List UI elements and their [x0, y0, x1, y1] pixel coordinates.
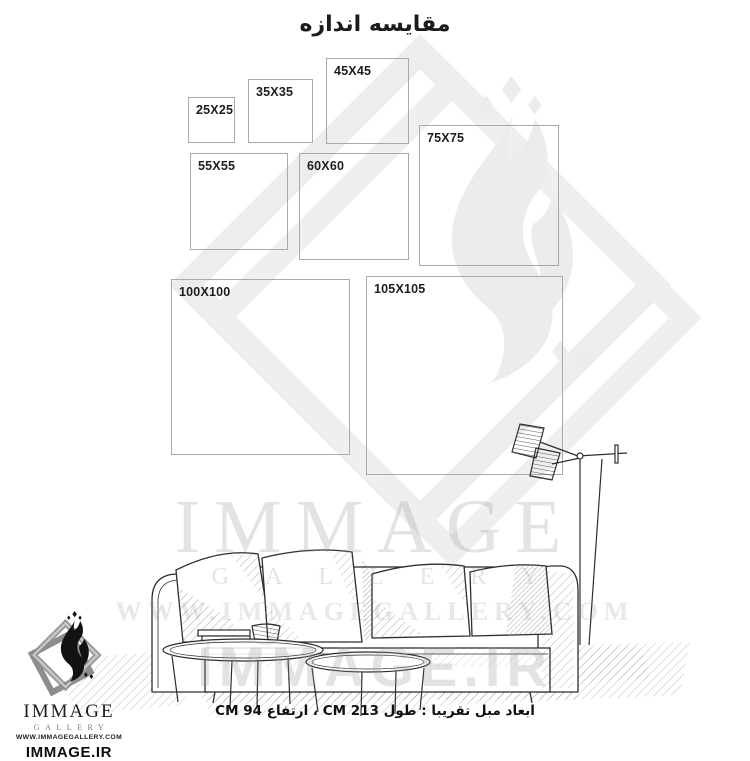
- sofa-dimensions-caption: ابعاد مبل تقریبا : طول 213 CM ، ارتفاع 94 CM: [215, 703, 535, 719]
- size-label-75x75: 75X75: [427, 131, 465, 145]
- watermark-domain: IMMAGE.IR: [197, 635, 553, 698]
- logo-brand-text: IMMAGE: [23, 701, 115, 722]
- brand-logo: [8, 610, 130, 761]
- logo-url-text: WWW.IMMAGEGALLERY.COM: [15, 733, 123, 741]
- watermark-url: WWW.IMMAGEGALLERY.COM: [115, 597, 635, 626]
- size-label-25x25: 25X25: [196, 103, 234, 117]
- logo-gallery-text: GALLERY: [33, 722, 110, 732]
- logo-domain-text: IMMAGE.IR: [25, 743, 113, 761]
- size-label-45x45: 45X45: [334, 64, 372, 78]
- size-label-55x55: 55X55: [198, 159, 236, 173]
- size-label-105x105: 105X105: [374, 282, 426, 296]
- watermark-brand: IMMAGE: [174, 485, 576, 569]
- size-label-60x60: 60X60: [307, 159, 345, 173]
- logo-frames-flame-icon: [17, 610, 121, 702]
- page-title: مقایسه اندازه: [299, 12, 451, 37]
- size-label-35x35: 35X35: [256, 85, 294, 99]
- size-label-100x100: 100X100: [179, 285, 231, 299]
- watermark-gallery: GALLERY: [211, 564, 575, 590]
